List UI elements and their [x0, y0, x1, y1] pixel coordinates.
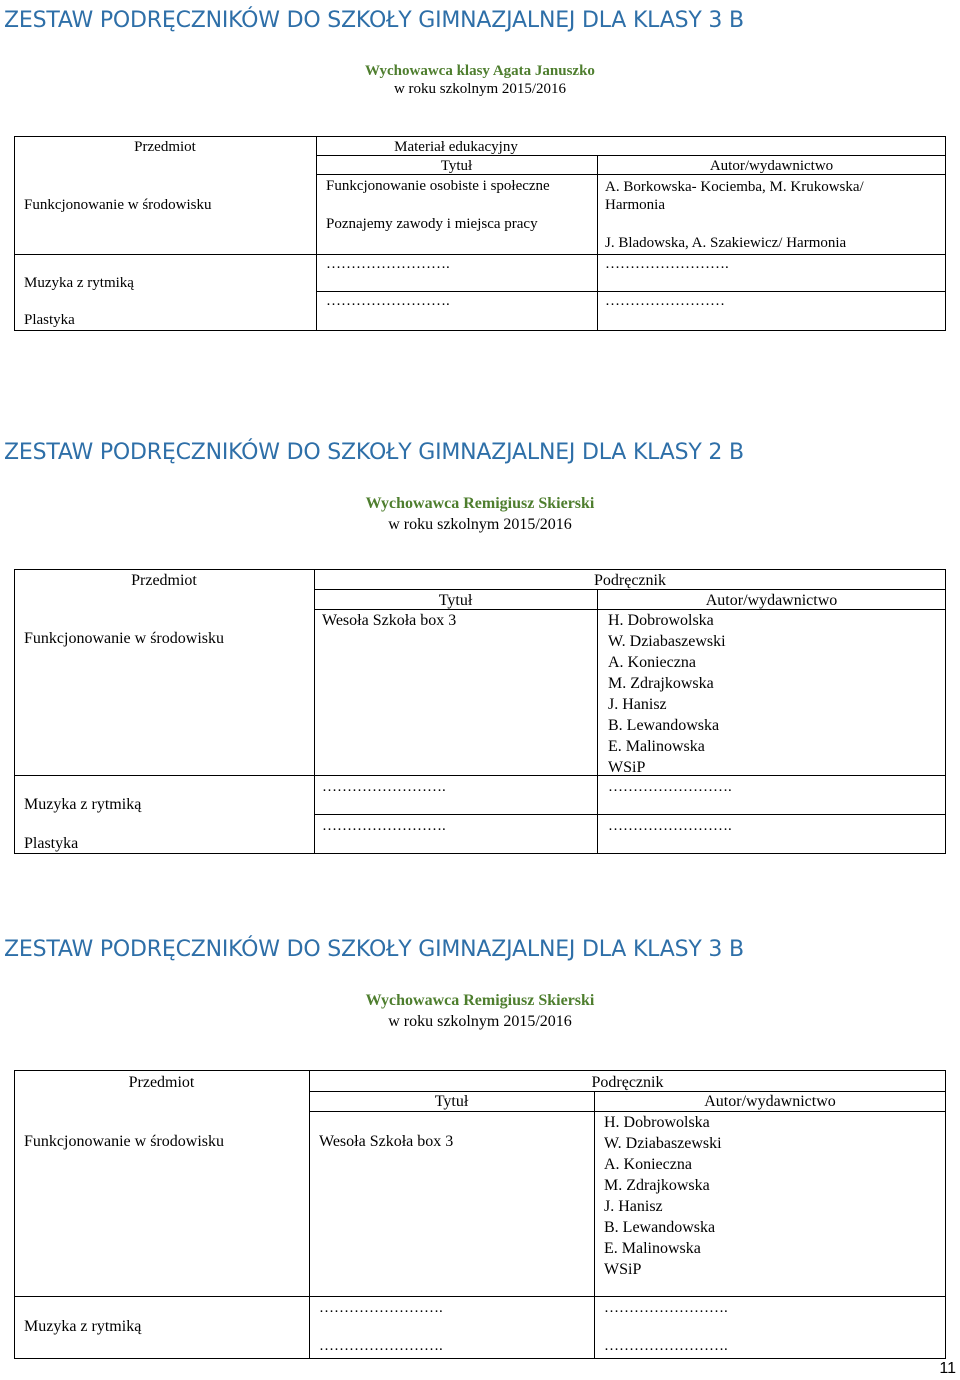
author-list [608, 610, 726, 778]
dots-placeholder: ……………………. [608, 818, 732, 834]
school-year: w roku szkolnym 2015/2016 [393, 81, 567, 97]
homeroom-teacher: Wychowawca klasy Agata Januszko [365, 63, 595, 79]
col-header-subject: Przedmiot [131, 572, 197, 589]
section-heading-3: ZESTAW PODRĘCZNIKÓW DO SZKOŁY GIMNAZJALNEJ DLA KLASY 3 B [4, 937, 744, 962]
author-name: H. Dobrowolska [608, 612, 714, 629]
dots-placeholder: ……………………. [604, 1300, 728, 1316]
section-subtitle-1 [0, 62, 960, 98]
textbook-table-2 [14, 569, 946, 854]
title-cell: Funkcjonowanie osobiste i społeczne [326, 178, 550, 194]
homeroom-teacher: Wychowawca Remigiusz Skierski [365, 495, 595, 512]
author-name: W. Dziabaszewski [608, 633, 726, 650]
col-header-textbook: Podręcznik [594, 572, 666, 589]
subject-funkcjonowanie: Funkcjonowanie w środowisku [24, 197, 212, 213]
col-header-title: Tytuł [440, 158, 473, 174]
section-heading-2: ZESTAW PODRĘCZNIKÓW DO SZKOŁY GIMNAZJALNEJ DLA KLASY 2 B [4, 440, 744, 465]
author-name: E. Malinowska [604, 1240, 701, 1257]
col-header-material: Materiał edukacyjny [394, 139, 518, 155]
school-year: w roku szkolnym 2015/2016 [388, 516, 572, 533]
subject-funkcjonowanie: Funkcjonowanie w środowisku [24, 630, 224, 647]
subject-muzyka: Muzyka z rytmiką [24, 275, 134, 291]
author-name: B. Lewandowska [608, 717, 720, 734]
author-name: E. Malinowska [608, 738, 705, 755]
page-number: 11 [939, 1360, 956, 1377]
col-header-subject: Przedmiot [134, 139, 196, 155]
author-name: A. Konieczna [608, 654, 696, 671]
section-subtitle-2 [0, 493, 960, 535]
author-name: M. Zdrajkowska [608, 675, 714, 692]
dots-placeholder: ……………………. [322, 779, 446, 795]
subject-muzyka: Muzyka z rytmiką [24, 796, 142, 813]
section-subtitle-3 [0, 990, 960, 1032]
subject-muzyka: Muzyka z rytmiką [24, 1318, 142, 1335]
col-header-title: Tytuł [434, 1093, 469, 1110]
author-cell: J. Bladowska, A. Szakiewicz/ Harmonia [605, 235, 847, 251]
subject-plastyka: Plastyka [24, 312, 75, 328]
author-name: W. Dziabaszewski [604, 1135, 722, 1152]
publisher-name: WSiP [604, 1261, 642, 1278]
author-name: A. Konieczna [604, 1156, 692, 1173]
dots-placeholder: ……………………. [326, 256, 450, 272]
subject-funkcjonowanie: Funkcjonowanie w środowisku [24, 1133, 224, 1150]
col-header-author: Autor/wydawnictwo [704, 1093, 836, 1110]
dots-placeholder: ……………………. [608, 779, 732, 795]
dots-placeholder: …………………… [605, 293, 725, 309]
author-cell: A. Borkowska- Kociemba, M. Krukowska/ [605, 179, 864, 195]
author-name: J. Hanisz [608, 696, 667, 713]
col-header-title: Tytuł [438, 592, 473, 609]
publisher-name: WSiP [608, 759, 646, 776]
section-heading-1: ZESTAW PODRĘCZNIKÓW DO SZKOŁY GIMNAZJALNEJ DLA KLASY 3 B [4, 8, 744, 33]
author-name: J. Hanisz [604, 1198, 663, 1215]
subject-plastyka: Plastyka [24, 835, 79, 852]
col-header-textbook: Podręcznik [591, 1074, 664, 1091]
dots-placeholder: ……………………. [322, 818, 446, 834]
school-year: w roku szkolnym 2015/2016 [388, 1013, 572, 1030]
author-list [604, 1112, 722, 1280]
textbook-table-3 [14, 1070, 946, 1359]
dots-placeholder: ……………………. [604, 1338, 728, 1354]
col-header-subject: Przedmiot [128, 1074, 195, 1091]
col-header-author: Autor/wydawnictwo [705, 592, 838, 609]
author-name: M. Zdrajkowska [604, 1177, 710, 1194]
author-cell: Harmonia [605, 197, 665, 213]
author-name: H. Dobrowolska [604, 1114, 710, 1131]
title-cell: Poznajemy zawody i miejsca pracy [326, 216, 538, 232]
dots-placeholder: ……………………. [319, 1338, 443, 1354]
dots-placeholder: ……………………. [326, 293, 450, 309]
title-cell: Wesoła Szkoła box 3 [319, 1133, 454, 1150]
author-name: B. Lewandowska [604, 1219, 716, 1236]
dots-placeholder: ……………………. [319, 1300, 443, 1316]
col-header-author: Autor/wydawnictwo [709, 158, 834, 174]
dots-placeholder: ……………………. [605, 256, 729, 272]
title-cell: Wesoła Szkoła box 3 [322, 612, 457, 629]
homeroom-teacher: Wychowawca Remigiusz Skierski [365, 992, 595, 1009]
